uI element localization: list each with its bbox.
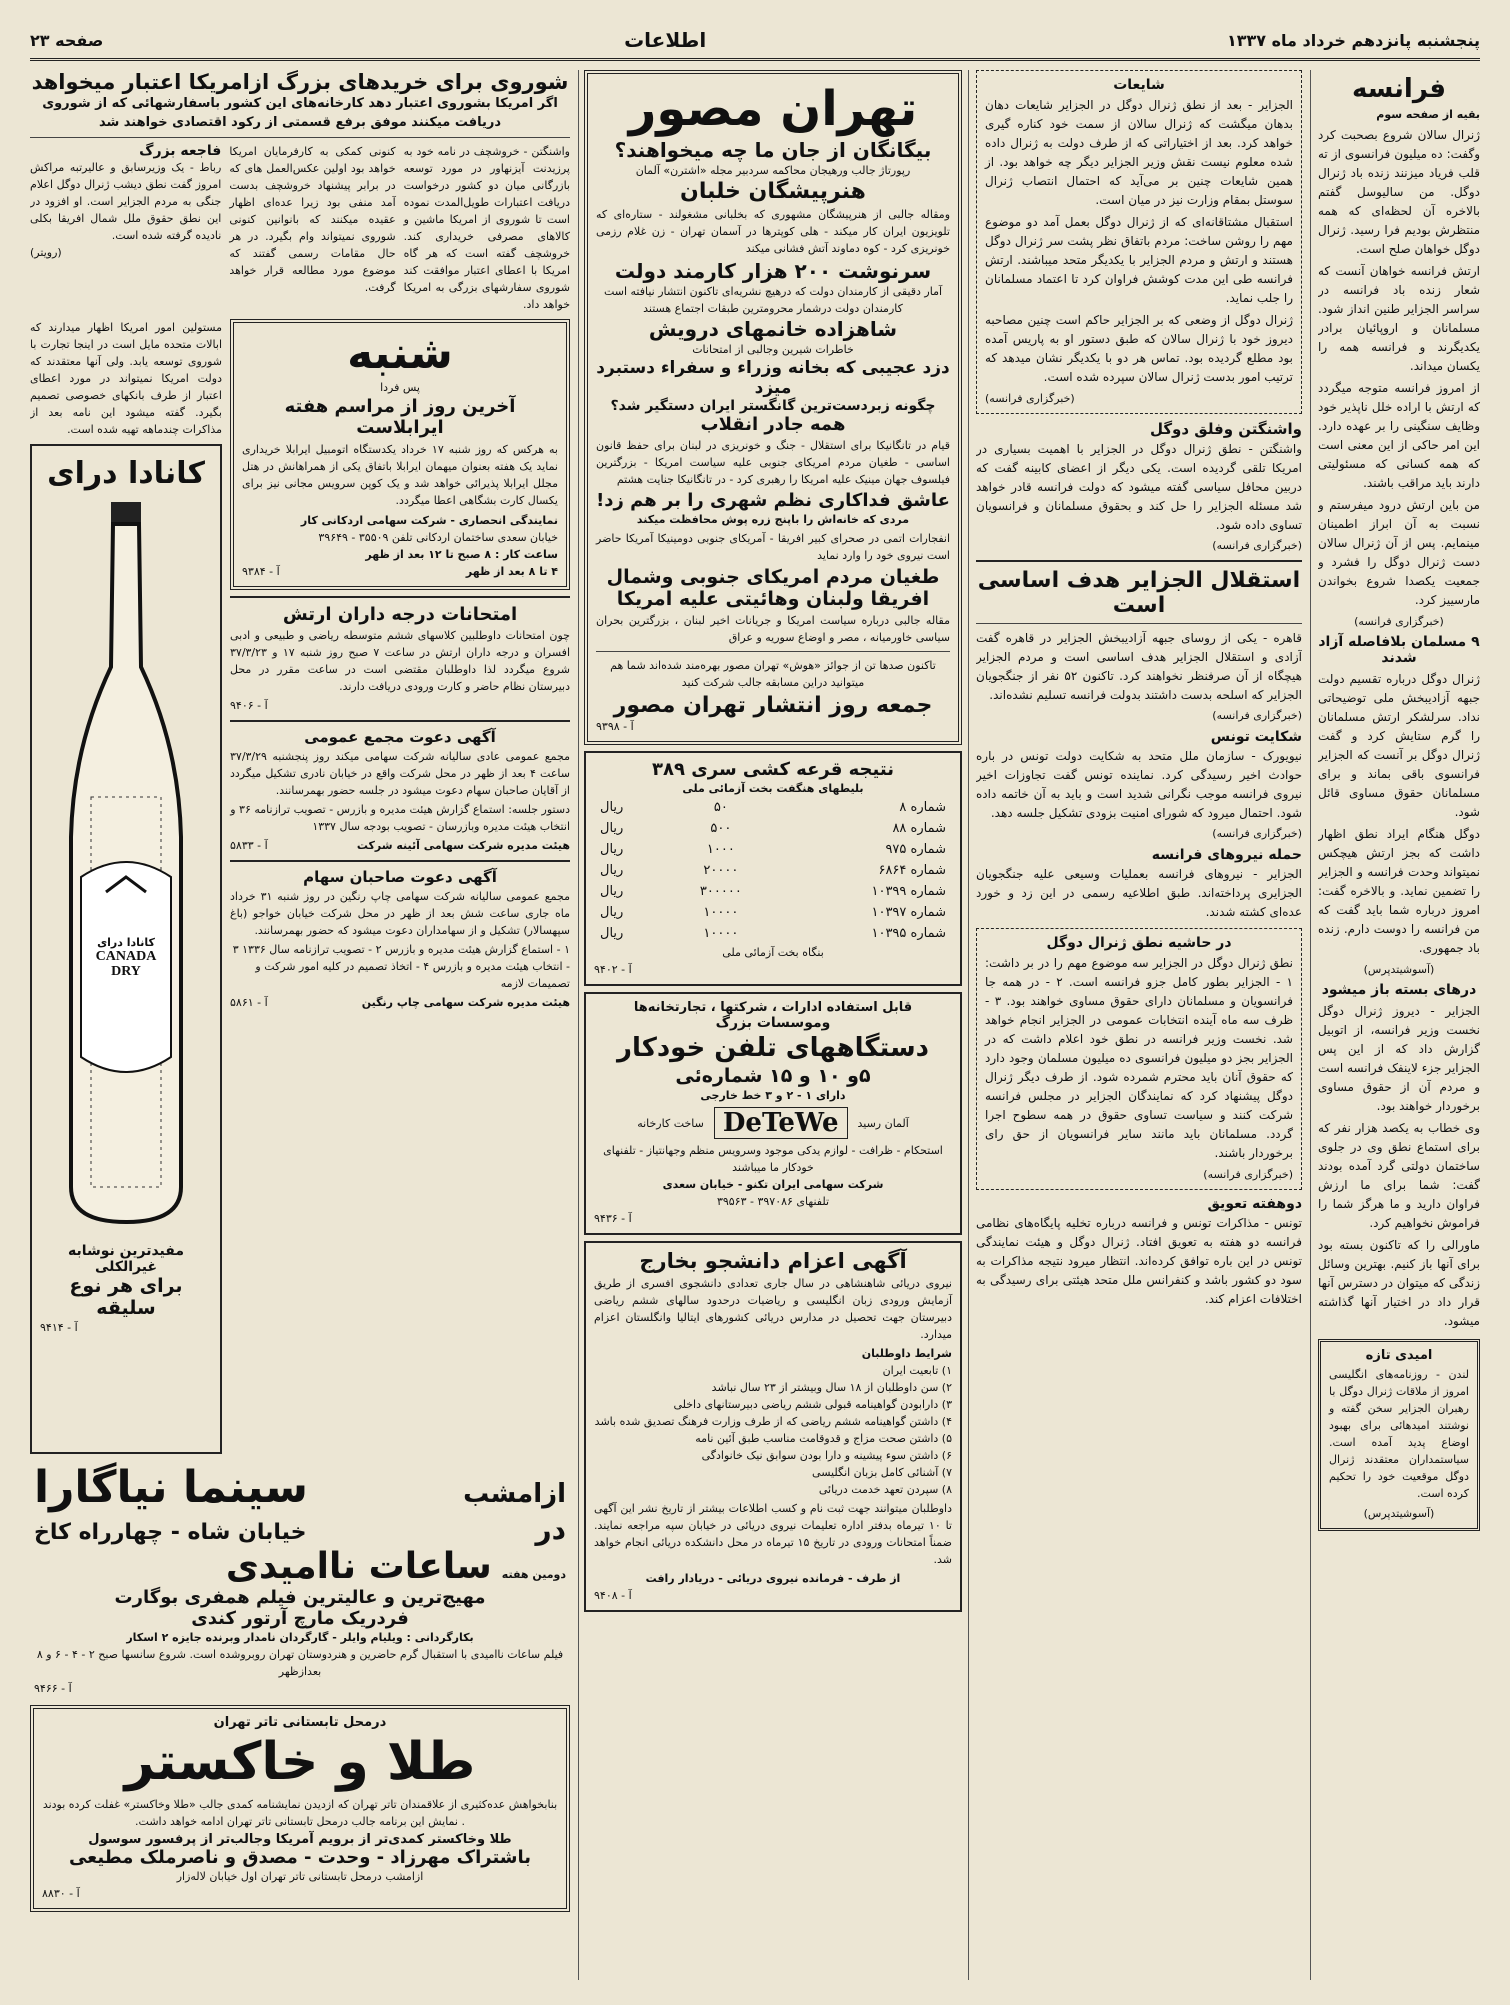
paragraph: استقبال مشتاقانه‌ای که از ژنرال دوگل بعمل آمد دو موضوع مهم را روشن ساخت: مردم باتفاق نظر پشت سر ژنرال دوگل هستند و ارتش و مردم الجزایر با یکدیگر متحد میباشند. ارتش فرانسه طی این مدت کوشش فراوان کرد تا اعتماد مسلمانان را جلب نماید. [985, 215, 1293, 305]
paragraph: قاهره - یکی از روسای جبهه آزادیبخش الجزایر در قاهره گفت آزادی و استقلال الجزایر هدف اساسی است و مردم الجزایر هیچگاه از آن صرفنظر نخواهند کرد. تاکنون ۵۲ نفر از جنگجویان الجزایر که اسلحه بدست داشتند بدولت فرانسه تسلیم نشده‌اند. [976, 631, 1302, 702]
condition-item: ۸) سپردن تعهد خدمت دریائی [818, 1483, 952, 1496]
meeting-footer [230, 994, 570, 1011]
bottle-icon [51, 497, 201, 1237]
paragraph: نیروی دریائی شاهنشاهی در سال جاری تعدادی دانشجوی افسری از طریق آزمایش ورودی زبان انگلیسی و ریاضیات درحدود سالهای ششم ریاضی دبیرستان جهت تحصیل در مدارس دریائی کشورهای ایتالیا وانگلستان اعزام میدارد. [594, 1277, 952, 1341]
lottery-amount: ۲۰۰۰۰ [703, 863, 739, 878]
article-lead: بقیه از صفحه سوم [1376, 108, 1480, 121]
ad-code: آ - ۹۴۰۶ [230, 699, 268, 712]
cinema-name: سینما نیاگارا [34, 1462, 309, 1513]
headline: بیگانگان از جان ما چه میخواهند؟ [614, 138, 932, 162]
meeting-agenda: ۱ - استماع گزارش هیئت مدیره و بازرس ۲ - تصویب ترازنامه سال ۱۳۳۶ ۳ - انتخاب هیئت مدیره و بازرس ۴ - اتخاذ تصمیم در کلیه امور شرکت و تصمیمات لازمه [232, 943, 570, 990]
date: پنجشنبه پانزدهم خرداد ماه ۱۳۳۷ [1226, 30, 1480, 50]
lottery-label: شماره ۱۰۳۹۵ [871, 926, 946, 941]
paragraph: ژنرال دوگل درباره تقسیم دولت جبهه آزادیبخش ملی توضیحاتی نداد. سرلشکر ارتش مسلمانان را گرم ستایش کرد و گفت ژنرال دوگل بر آنست که الجزایر فرانسوی باقی بماند و برای مسلمانان حقوق مساوی قائل شود. [1318, 672, 1480, 819]
agency-credit: (آسوشیتدپرس) [1363, 963, 1435, 976]
theater-text2: طلا وخاکستر کمدی‌تر از برویم آمریکا وجالب‌تر از پرفسور سوسول [88, 1832, 512, 1847]
paragraph: الجزایر - بعد از نطق ژنرال دوگل در الجزایر شایعات دهان بدهان میگشت که ژنرال سالان از سمت خود کناره گیری خواهد کرد. بعد از اختیاراتی که از طرف دولت به ژنرال داده شده معلوم نیست نقش وزیر الجزایر دیگر چه خواهد بود. از همین شایعات چنین بر می‌آید که احتمال انتصاب ژنرال سوستل بمقام وزارت نیز در میان است. [985, 98, 1293, 207]
column-rule [1310, 70, 1311, 1980]
paragraph: الجزایر - دیروز ژنرال دوگل نخست وزیر فرانسه، از اتوبیل گزارش داد که از این پس الجزایر جزء لاینفک فرانسه است و مردم آن از حقوق مساوی برخوردار خواهند بود. [1318, 1004, 1480, 1113]
ad-text: به هرکس که روز شنبه ۱۷ خرداد یکدستگاه اتومبیل ایرابلا خریداری نماید یک هفته بعنوان میهمان ایرابلا باتفاق یکی از همراهانش در هتل مجلل ایرابلا پذیرائی خواهد شد و یک کوپن سرویس مجانی نیز برای یکسال کارت بشگاهی اعطا میگردد. [242, 443, 558, 507]
student-title: آگهی اعزام دانشجو بخارج [639, 1249, 907, 1273]
middle-block [30, 319, 570, 1454]
paper-name: اطلاعات [624, 28, 707, 52]
column-left [30, 70, 570, 1970]
lottery-amount: ۱۰۰۰۰ [703, 926, 739, 941]
lottery-row [594, 902, 952, 923]
agency-credit: (آسوشیتدپرس) [1363, 1507, 1435, 1520]
speech-box [976, 928, 1302, 1190]
ad-day: شنبه [347, 328, 453, 379]
phone-numbers: تلفنهای ۳۹۷۰۸۶ - ۳۹۵۶۳ [716, 1195, 830, 1208]
condition-item: ۶) داشتن سوء پیشینه و دارا بودن سوابق نیک خانوادگی [701, 1449, 952, 1462]
agency-credit: (خبرگزاری فرانسه) [1354, 615, 1444, 628]
paragraph: الجزایر - نیروهای فرانسه بعملیات وسیعی علیه جنگجویان الجزایری پرداخته‌اند. طبق اطلاعیه رسمی در این زد و خورد عده‌ای کشته شدند. [976, 867, 1302, 919]
paragraph: انفجارات اتمی در صحرای کبیر افریقا - آمریکای جنوبی دومینیکا آمریکا حاضر است نیروی خود را وارد نماید [596, 532, 950, 562]
lottery-unit: ریال [600, 926, 624, 941]
ad-code: آ - ۹۴۶۶ [34, 1682, 72, 1695]
meeting-title: آگهی دعوت مجمع عمومی [304, 728, 496, 746]
brand-logo: DeTeWe [714, 1107, 848, 1139]
subheadline: رپورتاژ جالب ورهیجان محاکمه سردبیر مجله «اشترن» آلمان [635, 164, 911, 177]
meeting-agenda: دستور جلسه: استماع گزارش هیئت مدیره و بازرس - تصویب ترازنامه ۳۶ و انتخاب هیئت مدیره وبازرسان - تصویب بودجه سال ۱۳۳۷ [230, 803, 570, 833]
lottery-unit: ریال [600, 905, 624, 920]
lottery-amount: ۳۰۰۰۰۰ [699, 884, 742, 899]
theater-top: درمحل تابستانی تاتر تهران [213, 1715, 387, 1730]
phone-ad [584, 992, 962, 1235]
exam-text: چون امتحانات داوطلبین کلاسهای ششم متوسطه ریاضی و طبیعی و ادبی افسران و درجه داران ارتش در ساعت ۷ صبح روز شنبه ۱۷ و ۳۷/۳/۲۳ شروع میگردد لذا داوطلبان مقتضی است در ساعت مقرر در محل دبیرستان نظام حاضر و کارت ورودی دریافت دارند. [230, 629, 570, 693]
paragraph: ژنرال سالان شروع بصحبت کرد وگفت: ده میلیون فرانسوی از ته قلب فریاد میزنند زنده باد ژنرال دوگل. من سالیوسل گفتم بالاخره آن لحظه‌ای که همه منتظرش بودیم فرا رسید. ژنرال دوگل خواهان صلح است. [1318, 128, 1480, 256]
theater-address: ازامشب درمحل تابستانی تاتر تهران اول خیابان لاله‌زار [176, 1870, 424, 1883]
lottery-title: نتیجه قرعه کشی سری ۳۸۹ [652, 759, 894, 780]
agency-credit: (خبرگزاری فرانسه) [985, 392, 1075, 405]
subheading: درهای بسته باز میشود [1321, 982, 1477, 998]
sidebar-article [30, 143, 221, 313]
cinema-row [34, 1462, 566, 1513]
ad-code: آ - ۹۴۳۶ [594, 1212, 632, 1225]
headline: چگونه زبردست‌ترین گانگستر ایران دستگیر شد؟ [610, 398, 936, 414]
article-title: دوهفته تعویق [1207, 1196, 1302, 1212]
ad-sub: پس فردا [380, 381, 420, 394]
phone-company: شرکت سهامی ایران تکنو - خیابان سعدی [662, 1178, 884, 1191]
headline: طغیان مردم امریکای جنوبی وشمال افریقا ولبنان وهائیتی علیه امریکا [606, 566, 940, 610]
meeting-signer: هیئت مدیره شرکت سهامی آئینه شرکت [356, 839, 570, 852]
lottery-table [594, 797, 952, 944]
paragraph: خاطرات شیرین وجالبی از امتحانات [692, 343, 854, 356]
boxed-title: در حاشیه نطق ژنرال دوگل [1046, 935, 1232, 951]
paragraph: تونس - مذاکرات تونس و فرانسه درباره تخلیه پایگاه‌های نظامی فرانسه دو هفته به تعویق افتاد. ژنرال دوگل و هیئت نمایندگی تونس در این باره توافق کرده‌اند. انتظار میرود نتیجه مذاکرات به سود دو کشور باشد و کنفرانس ملل متحد هیئتی برای رسیدگی به اختلافات اعزام کند. [976, 1216, 1302, 1306]
headline: هنرپیشگان خلبان [680, 179, 866, 204]
ad-company: نمایندگی انحصاری - شرکت سهامی اردکانی کار [300, 514, 558, 527]
film-text: فیلم ساعات ناامیدی با استقبال گرم حاضرین و هنردوستان تهران روبروشده است. شروع سانسها صبح ۲ - ۴ - ۶ و ۸ بعدازظهر [36, 1648, 564, 1678]
ad-code: آ - ۹۴۱۴ [40, 1321, 78, 1334]
film-director: بکارگردانی : ویلیام وایلر - گارگردان نامدار وبرنده جایزه ۲ اسکار [126, 1631, 474, 1644]
canada-title: کانادا درای [47, 456, 205, 491]
ad-code: آ - ۸۸۳۰ [42, 1887, 80, 1900]
theater-cast: باشتراک مهرزاد - وحدت - مصدق و ناصرملک مطیعی [68, 1847, 532, 1868]
conditions-list [594, 1362, 952, 1498]
film-stars: مهیج‌ترین و عالیترین فیلم همفری بوگارت [114, 1587, 486, 1608]
lottery-label: شماره ۱۰۳۹۹ [871, 884, 946, 899]
lottery-unit: ریال [600, 842, 624, 857]
column-rule [968, 70, 969, 1980]
lottery-footer: بنگاه بخت آزمائی ملی [722, 946, 824, 959]
condition-item: ۴) داشتن گواهینامه ششم ریاضی که از طرف وزارت فرهنگ تصدیق شده باشد [594, 1415, 952, 1428]
ad-code: آ - ۵۸۶۱ [230, 996, 268, 1009]
paragraph: کارمندان دولت درشمار محرومترین طبقات اجتماع هستند [643, 302, 903, 315]
column-tehran-mosavar [584, 70, 962, 1970]
paragraph: داوطلبان میتوانند جهت ثبت نام و کسب اطلاعات بیشتر از تاریخ نشر این آگهی تا ۱۰ تیرماه بدفتر اداره تعلیمات نیروی دریائی در خیابان سپه مراجعه نمایند. ضمناً امتحانات ورودی در تاریخ ۱۵ تیرماه در محل دانشکده دریائی انجام خواهد شد. [594, 1502, 952, 1566]
paragraph: مردی که خانه‌اش را باپنج زره پوش محافظت میکند [636, 513, 910, 526]
paragraph: رباط - یک وزیرسابق و عالیرتبه مراکش امروز گفت نطق دیشب ژنرال دوگل اعلام جنگی به مردم الجزایر است. او افزود در این نطق حقوق ملل شمال افریقا بکلی نادیده گرفته شده است. [30, 161, 222, 242]
agency-credit: (خبرگزاری فرانسه) [1212, 827, 1302, 840]
paragraph: قیام در تانگانیکا برای استقلال - جنگ و خونریزی در لبنان برای حفظ قانون اساسی - طغیان مردم امریکای جنوبی علیه سیاست امریکا - بزرگترین فیلسوف جهان مینیک علیه امریکا را رهبری کرد - در تانگانیکا جنایت هشتم [596, 439, 950, 486]
lottery-row [594, 818, 952, 839]
ad-code: آ - ۹۳۸۴ [242, 565, 280, 578]
headline: سرنوشت ۲۰۰ هزار کارمند دولت [614, 259, 932, 283]
film-stars: فردریک مارچ آرتور کندی [191, 1608, 409, 1629]
phone-subtitle: دارای ۱ - ۲ و ۳ خط خارجی [700, 1089, 846, 1102]
boxed-text: نطق ژنرال دوگل در الجزایر سه موضوع مهم را در بر داشت: ۱ - الجزایر بطور کامل جزو فرانسه است. ۲ - در همه جا فرانسویان و مسلمانان دارای حقوق مساوی خواهند بود. ۳ - ظرف سه ماه آینده انتخابات عمومی در الجزایر انجام خواهد شد. نخست وزیر فرانسه در نطق خود اعلام داشت که در الجزایر بجز دو میلیون فرانسوی ده میلیون مسلمان وجود دارد که حقوق آنان باید محترم شمرده شود. از طرف دیگر ژنرال دوگل پیشنهاد کرد که نمایندگان الجزایر در مجلس فرانسه شرکت کنند و سیاست تساوی حقوق در همه سطوح اجرا گردد. مسلمانان باید مانند سایر فرانسویان از حق رای برخوردار باشند. [985, 956, 1293, 1160]
article-title: فرانسه [1351, 74, 1447, 104]
exam-title: امتحانات درجه داران ارتش [282, 604, 518, 625]
paragraph: ژنرال دوگل از وضعی که بر الجزایر حاکم است چنین مصاحبه دیروز خود با ژنرال سالان که طبق دستور او به پاریس آمده بود مطلع گردیده بود. تماس هر دو با یکدیگر نشان میدهد که ترتیب امور بدست ژنرال سالان سپرده شده است. [985, 313, 1293, 384]
paragraph: نیویورک - سازمان ملل متحد به شکایت دولت تونس در باره حوادث اخیر رسیدگی کرد. نماینده تونس گفت تجاوزات اخیر نیروی فرانسه موجب نگرانی شدید است و باید به آن خاتمه داده شود. احتمال میرود که شورای امنیت بزودی تشکیل جلسه دهد. [976, 749, 1302, 820]
article-title: شکایت تونس [1210, 729, 1302, 745]
lottery-unit: ریال [600, 800, 624, 815]
rumors-box [976, 70, 1302, 414]
lottery-amount: ۱۰۰۰۰ [703, 905, 739, 920]
agency-credit: (خبرگزاری فرانسه) [1212, 539, 1302, 552]
article-title: حمله نیروهای فرانسه [1151, 847, 1302, 863]
meeting-signer: هیئت مدیره شرکت سهامی چاپ رنگین [361, 996, 570, 1009]
ads-subcolumn [230, 319, 570, 1454]
canada-subcolumn [30, 319, 222, 1454]
brand-row [594, 1107, 952, 1139]
boxed-note [1318, 1339, 1480, 1531]
iraabla-ad [230, 319, 570, 590]
condition-item: ۵) داشتن صحت مزاج و قدوقامت مناسب طبق آئین نامه [695, 1432, 952, 1445]
theater-title: طلا و خاکستر [124, 1732, 476, 1792]
lottery-label: شماره ۶۸۶۴ [878, 863, 946, 878]
bottle-label-fa: کانادا درای [97, 936, 155, 949]
paragraph: ارتش فرانسه خواهان آنست که شعار زنده باد فرانسه در سراسر الجزایر طنین انداز شود. مسلمانان و اروپائیان برادر یکدیگرند و فرانسه همه را یکسان میداند. [1318, 264, 1480, 373]
condition-item: ۲) سن داوطلبان از ۱۸ سال وبیشتر از ۲۳ سال نباشد [711, 1381, 952, 1394]
phone-subtitle: ۵و ۱۰ و ۱۵ شماره‌ئی [675, 1065, 871, 1087]
paragraph: دوگل هنگام ایراد نطق اظهار داشت که بجز ارتش هیچکس نمیتواند وحدت فرانسه و الجزایر را تضمین نماید. و بالاخره گفت: امروز درباره شما باید گفت که من فرانسه را دوست دارم. زنده باد جمهوری. [1318, 827, 1480, 955]
ad-code: آ - ۹۴۰۸ [594, 1589, 632, 1602]
phone-text: استحکام - ظرافت - لوازم یدکی موجود وسرویس منظم وجهانتیاز - تلفنهای خودکار ما میباشند [603, 1144, 943, 1174]
page-header [30, 22, 1480, 61]
student-ad [584, 1241, 962, 1612]
cinema-row [34, 1546, 566, 1587]
lottery-unit: ریال [600, 863, 624, 878]
article-title: فاجعه بزرگ [139, 143, 222, 159]
condition-item: ۳) دارابودن گواهینامه قبولی ششم ریاضی دبیرستانهای داخلی [673, 1398, 952, 1411]
lottery-label: شماره ۸۸ [892, 821, 946, 836]
cinema-week: دومین هفته [501, 1568, 566, 1581]
paragraph: واشنگتن - خروشچف در نامه خود به پرزیدنت آیزنهاور در مورد توسعه بازرگانی میان دو کشور درخواست دریافت اعتبارات طویل‌المدت نموده است تا شوروی از امریکا ماشین و کالاهای مصرفی خریداری کند. خروشچف گفته است که هر گاه امریکا با اعطای اعتبار موافقت کند شوروی سفارشهای بزرگی به امریکا خواهد داد. [403, 145, 570, 311]
phone-intro: قابل استفاده ادارات ، شرکتها ، تجارتخانه‌ها [633, 1000, 913, 1015]
ad-code: آ - ۹۳۹۸ [596, 720, 634, 733]
article-title: استقلال الجزایر هدف اساسی است [977, 568, 1301, 618]
subheadline: اگر امریکا بشوروی اعتبار دهد کارخانه‌های این کشور باسفارشهائی که از شوروی دریافت میکنند موفق برفع قسمتی از رکود اقتصادی خواهند شد [42, 96, 558, 130]
meeting-footer [230, 837, 570, 854]
paragraph: مقاله جالبی درباره سیاست امریکا و جریانات اخیر لبنان ، بزرگترین بحران سیاسی خاورمیانه ، مصر و اوضاع سوریه و عراق [596, 614, 950, 644]
headline: شاهزاده خانمهای درویش [648, 317, 898, 341]
agency-credit: (خبرگزاری فرانسه) [1203, 1168, 1293, 1181]
signer: از طرف - فرمانده نیروی دریائی - دریادار رافت [645, 1572, 901, 1585]
condition-item: ۷) آشنائی کامل بزبان انگلیسی [812, 1466, 952, 1479]
lottery-subtitle: بلیطهای هنگفت بخت آزمائی ملی [682, 782, 864, 795]
phone-intro: وموسسات بزرگ [715, 1015, 831, 1031]
ad-hours: ساعت کار : ۸ صبح تا ۱۲ بعد از ظهر [365, 548, 558, 561]
ad-code: آ - ۹۴۰۲ [594, 963, 632, 976]
soviet-article [30, 70, 570, 313]
film-title: ساعات ناامیدی [225, 1546, 492, 1587]
cinema-dar: در [535, 1513, 566, 1546]
meeting-text: مجمع عمومی عادی سالیانه شرکت سهامی میکند روز پنجشنبه ۳۷/۳/۲۹ ساعت ۴ بعد از ظهر در محل شرکت واقع در خیابان نادری تشکیل میگردد از آقایان صاحبان سهام دعوت میشود در جلسه حضور بهمرسانند. [230, 750, 570, 797]
magazine-banner: تهران مصور [628, 81, 918, 137]
lottery-row [594, 860, 952, 881]
cinema-ad [30, 1460, 570, 1699]
boxed-text: لندن - روزنامه‌های انگلیسی امروز از ملاقات ژنرال دوگل با رهبران الجزایر سخن گفته و نوشتند امیدهائی برای بهبود اوضاع پدید آمده است. سیاستمداران معتقدند ژنرال دوگل موقعیت خود را تحکیم کرده است. [1329, 1368, 1469, 1500]
paragraph: من باین ارتش درود میفرستم و نسبت به آن ابراز اطمینان مینمایم. پس از آن ژنرال سالان دست ژنرال دوگل را فشرد و جمعیت یکصدا شروع بخواندن مارسییز کرد. [1318, 498, 1480, 607]
paragraph: ومقاله جالبی از هنرپیشگان مشهوری که بخلبانی مشغولند - ستاره‌ای که تلویزیون ایران کار میکند - هلی کوپترها در آسمان تهران - زن غلام رزمی خونریزی کرد - کوه دماوند آتش فشانی میکند [596, 208, 950, 255]
paragraph: وی خطاب به یکصد هزار نفر که برای استماع نطق وی در جلوی ساختمان دولتی گرد آمده بودند گفت: شما برای ما ارزش فراوان دارید و ما هرگز شما را فراموش نخواهیم کرد. [1318, 1121, 1480, 1230]
column-algeria [976, 70, 1302, 1970]
lottery-row [594, 881, 952, 902]
paragraph: مستولین امور امریکا اظهار میدارند که ابالات متحده مایل است در اینجا تجارت با شوروی توسعه یابد. ولی آنها معتقدند که دولت امریکا نمیتواند در مورد اعطای اعتبار از طرف بانکهای خصوصی تصمیم بگیرد. گفته میشود این نامه بعد از مذاکرات چندماهه تهیه شده است. [30, 321, 222, 436]
meeting-title: آگهی دعوت صاحبان سهام [303, 868, 497, 886]
paragraph: تاکنون صدها تن از جوائز «هوش» تهران مصور بهره‌مند شده‌اند شما هم میتوانید دراین مسابقه جالب شرکت کنید [610, 659, 936, 689]
lottery-label: شماره ۱۰۳۹۷ [871, 905, 946, 920]
lottery-unit: ریال [600, 884, 624, 899]
agency-credit: (خبرگزاری فرانسه) [1212, 709, 1302, 722]
meeting-text: مجمع عمومی سالیانه شرکت سهامی چاپ رنگین در روز شنبه ۳۱ خرداد ماه جاری ساعت شش بعد از ظهر در محل شرکت خیابان خواجو (باغ سپهسالار) تشکیل و از سهامداران دعوت میشود که حضور بهمرسانند. [230, 890, 570, 937]
lottery-unit: ریال [600, 821, 624, 836]
tehran-mosavar-ad [584, 70, 962, 745]
cinema-street: خیابان شاه - چهارراه کاخ [34, 1520, 307, 1545]
column-rule [578, 70, 579, 1980]
article-title: واشنگتن وفلق دوگل [1149, 420, 1302, 438]
bottle-label [32, 936, 220, 979]
page-number: صفحه ۲۳ [30, 30, 104, 50]
theater-ad [30, 1705, 570, 1912]
ad-address: خیابان سعدی ساختمان اردکانی تلفن ۳۵۵۰۹ - ۳۹۶۴۹ [318, 531, 558, 544]
lottery-amount: ۱۰۰۰ [706, 842, 735, 857]
ad-footer [242, 563, 558, 580]
bottle-label-en: CANADA DRY [95, 949, 157, 979]
boxed-title: امیدی تازه [1365, 1348, 1433, 1363]
paragraph: کنونی کمکی به کارفرمایان امریکا خواهد بود اولین عکس‌العمل های که در برابر پیشنهاد خروشچف بدست آمد منفی بود زیرا عده‌ای اظهار عقیده میکنند که بانوانین کنونی شوروی نمیتواند وام بگیرد. در هر حال مقامات رسمی گفتند که موضوع مورد مطالعه قرار خواهد گرفت. [229, 145, 396, 294]
cinema-row [34, 1513, 566, 1546]
condition-item: ۱) تابعیت ایران [882, 1364, 952, 1377]
article-columns [30, 143, 570, 313]
paragraph: از امروز فرانسه متوجه میگردد که ارتش با اراده خلل ناپذیر خود وظایف سنگینی را بر عهده دارد. این امر حاکی از این معنی است که همه کسانی که مسئولیتی دارند باید مراقب باشند. [1318, 381, 1480, 490]
paragraph: واشنگتن - نطق ژنرال دوگل در الجزایر با اهمیت بسیاری در امریکا تلقی گردیده است. یکی دیگر از اعضای کابینه گفت که دربین محافل سیاسی گفته میشود که دولت فرانسه قادر خواهد شد مسئله الجزایر را حل کند و بحقوق مسلمانان و فرانسویان تساوی داده شود. [976, 442, 1302, 532]
ad-hours: ۴ تا ۸ بعد از ظهر [465, 565, 558, 578]
headline: دزد عجیبی که بخانه وزراء و سفراء دستبرد میزد [596, 358, 950, 398]
paragraph: آمار دقیقی از کارمندان دولت که درهیچ نشریه‌ای تاکنون انتشار نیافته است [603, 285, 943, 298]
lottery-label: شماره ۹۷۵ [885, 842, 946, 857]
headline: شوروی برای خریدهای بزرگ ازامریکا اعتبار میخواهد [31, 70, 569, 94]
headline: همه جادر انقلاب [700, 414, 846, 435]
ad-code: آ - ۵۸۳۳ [230, 839, 268, 852]
theater-text: بنابخواهش عده‌کثیری از علاقمندان تاتر تهران که ازدیدن نمایشنامه کمدی جالب «طلا وخاکستر» غفلت کرده بودند . نمایش این برنامه جالب درمحل تابستانی تاتر تهران ادامه خواهد داشت. [42, 1798, 558, 1828]
lottery-row [594, 797, 952, 818]
canada-slogan: برای هر نوع سلیقه [69, 1275, 183, 1319]
lottery-amount: ۵۰ [713, 800, 728, 815]
agency-credit: (رویتر) [30, 246, 62, 259]
canada-dry-ad [30, 444, 222, 1454]
bottle-illustration [40, 497, 212, 1237]
subheading: ۹ مسلمان بلافاصله آزاد شدند [1318, 634, 1480, 666]
lottery-box [584, 751, 962, 986]
canada-slogan: مفیدترین نوشابه غیرالکلی [67, 1243, 185, 1275]
phone-title: دستگاههای تلفن خودکار [616, 1033, 929, 1063]
column-france [1318, 70, 1480, 1970]
cinema-tonight: ازامشب [463, 1479, 566, 1509]
ad-headline: آخرین روز از مراسم هفته ایرابلاست [284, 396, 516, 438]
lottery-amount: ۵۰۰ [710, 821, 732, 836]
lottery-row [594, 923, 952, 944]
headline: عاشق فداکاری نظم شهری را بر هم زد! [596, 490, 950, 511]
article-title: شایعات [1113, 77, 1165, 93]
conditions-title: شرایط داوطلبان [861, 1347, 952, 1360]
paragraph: ماورالی را که تاکنون بسته بود برای آنها باز کنیم. بهترین وسائل زندگی که میتوان در دسترس آنها قرار داد در اختیار آنها گذاشته میشود. [1318, 1238, 1480, 1328]
headline: جمعه روز انتشار تهران مصور [613, 693, 933, 718]
phone-maker: ساخت کارخانه [637, 1116, 704, 1130]
lottery-label: شماره ۸ [899, 800, 946, 815]
lottery-row [594, 839, 952, 860]
phone-country: آلمان رسید [857, 1116, 909, 1130]
